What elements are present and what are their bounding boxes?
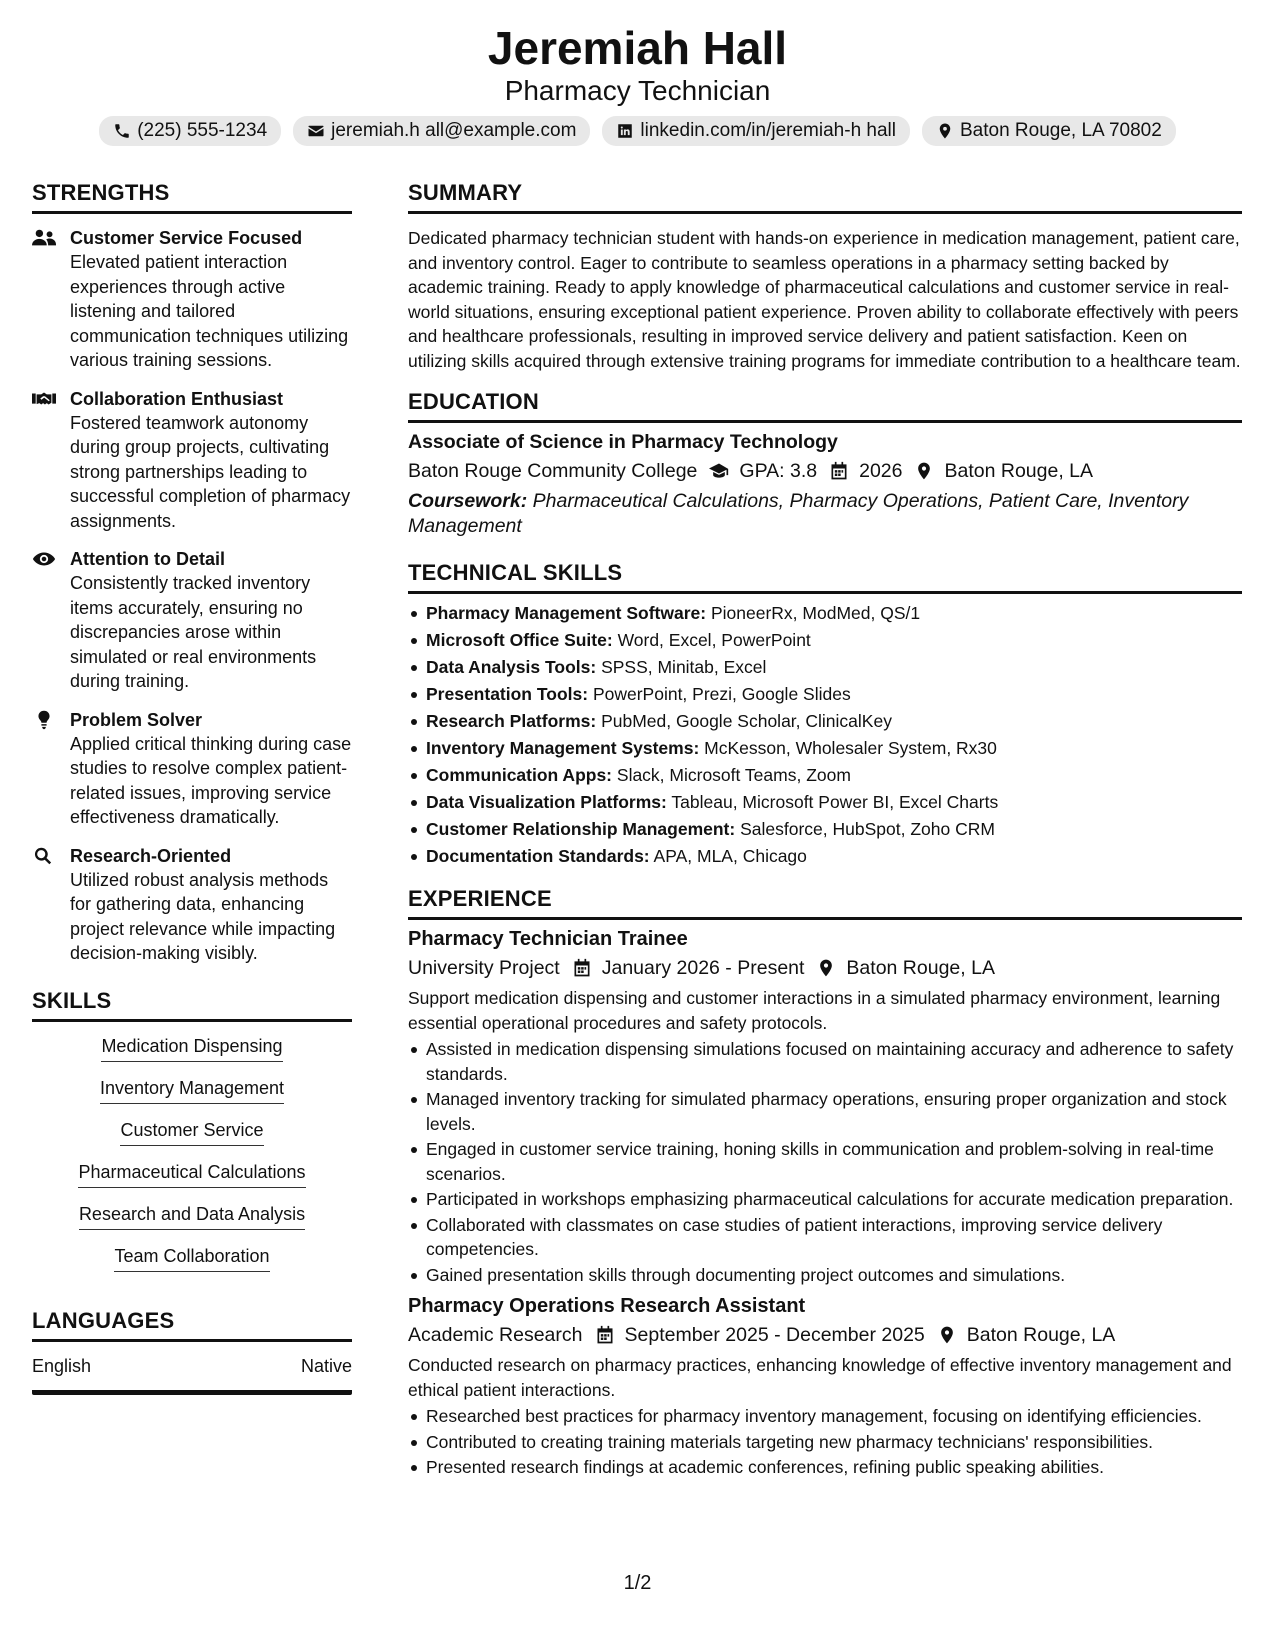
skill-tag: Team Collaboration [114, 1244, 269, 1272]
list-item: Presentation Tools: PowerPoint, Prezi, Google Slides [408, 681, 1242, 708]
resume-header [0, 22, 1275, 146]
strength-desc: Fostered teamwork autonomy during group projects, cultivating strong partnerships leading to successful completion of pharmacy assignments. [70, 412, 351, 531]
map-pin-icon [936, 122, 954, 140]
search-icon [32, 846, 56, 866]
page-number: 1/2 [623, 1572, 652, 1594]
skill-tag: Customer Service [120, 1118, 263, 1146]
calendar-icon [829, 461, 849, 481]
job-title: Pharmacy Operations Research Assistant [408, 1295, 806, 1317]
list-item: Managed inventory tracking for simulated pharmacy operations, ensuring proper organization and stock levels. [408, 1087, 1242, 1136]
phone-text: (225) 555-1234 [137, 120, 268, 141]
contact-bar [0, 116, 1275, 146]
map-pin-icon [914, 461, 934, 481]
job-dates: January 2026 - Present [601, 957, 805, 979]
strength-title: Attention to Detail [70, 549, 225, 569]
education-heading: EDUCATION [408, 389, 1242, 423]
list-item: Communication Apps: Slack, Microsoft Teams, Zoom [408, 762, 1242, 789]
skill-tag: Pharmaceutical Calculations [78, 1160, 305, 1188]
summary-heading: SUMMARY [408, 180, 1242, 214]
strength-item [32, 387, 352, 534]
job-bullets [408, 1404, 1242, 1480]
technical-skills-heading: TECHNICAL SKILLS [408, 560, 1242, 594]
eye-icon [32, 549, 56, 569]
strength-title: Problem Solver [70, 709, 203, 730]
strength-desc: Elevated patient interaction experiences through active listening and tailored communication techniques utilizing various training sessions. [70, 252, 349, 370]
candidate-name: Jeremiah Hall [487, 22, 788, 74]
school-location: Baton Rouge, LA [944, 460, 1094, 482]
linkedin-text: linkedin.com/in/jeremiah-h hall [640, 120, 896, 141]
skills-list [32, 1034, 352, 1272]
contact-email[interactable] [293, 116, 590, 146]
list-item: Collaborated with classmates on case studies of patient interactions, improving service delivery competencies. [408, 1213, 1242, 1262]
map-pin-icon [816, 958, 836, 978]
list-item: Participated in workshops emphasizing pharmaceutical calculations for accurate medication preparation. [408, 1187, 1242, 1212]
skill-tag: Medication Dispensing [101, 1034, 282, 1062]
strength-title: Collaboration Enthusiast [70, 388, 284, 409]
strength-item [32, 844, 352, 966]
strength-title: Customer Service Focused [70, 228, 303, 248]
coursework-text: Pharmaceutical Calculations, Pharmacy Operations, Patient Care, Inventory Management [408, 490, 1189, 537]
job-meta [408, 954, 1242, 982]
job-description: Support medication dispensing and customer interactions in a simulated pharmacy environment, learning essential operational procedures and safety protocols. [408, 988, 1221, 1033]
strength-item [32, 708, 352, 830]
graduation-year: 2026 [859, 460, 903, 482]
list-item: Gained presentation skills through documenting project outcomes and simulations. [408, 1263, 1242, 1288]
list-item: Engaged in customer service training, honing skills in communication and problem-solving in real-time scenarios. [408, 1137, 1242, 1186]
coursework-label: Coursework: [408, 490, 528, 512]
envelope-icon [307, 122, 325, 140]
calendar-icon [595, 1325, 615, 1345]
strength-desc: Consistently tracked inventory items accurately, ensuring no discrepancies arose within simulated or real environments during training. [70, 573, 317, 691]
right-column [408, 180, 1242, 1481]
strength-title: Research-Oriented [70, 845, 232, 866]
job-title: Pharmacy Technician Trainee [408, 928, 688, 950]
job-location: Baton Rouge, LA [966, 1324, 1116, 1346]
skill-tag: Research and Data Analysis [79, 1202, 305, 1230]
job-bullets [408, 1037, 1242, 1287]
list-item: Data Analysis Tools: SPSS, Minitab, Excel [408, 654, 1242, 681]
list-item: Inventory Management Systems: McKesson, Wholesaler System, Rx30 [408, 735, 1242, 762]
list-item: Pharmacy Management Software: PioneerRx, ModMed, QS/1 [408, 600, 1242, 627]
candidate-title: Pharmacy Technician [504, 75, 771, 106]
language-row [32, 1344, 352, 1395]
linkedin-icon [616, 122, 634, 140]
strength-item [32, 226, 352, 373]
list-item: Customer Relationship Management: Salesforce, HubSpot, Zoho CRM [408, 816, 1242, 843]
list-item: Microsoft Office Suite: Word, Excel, PowerPoint [408, 627, 1242, 654]
list-item: Contributed to creating training materials targeting new pharmacy technicians' responsibilities. [408, 1430, 1242, 1455]
language-level: Native [300, 1355, 352, 1376]
list-item: Presented research findings at academic conferences, refining public speaking abilities. [408, 1455, 1242, 1480]
contact-phone[interactable] [99, 116, 281, 146]
languages-heading: LANGUAGES [32, 1308, 352, 1342]
summary-text: Dedicated pharmacy technician student with hands-on experience in medication management, patient care, and inventory control. Eager to contribute to seamless operations in a pharmacy setting backed by academic training. Ready to apply knowledge of pharmaceutical calculations and customer service in real-world situations, ensuring exceptional patient experience. Proven ability to collaborate effectively with peers and healthcare professionals, resulting in improved service delivery and patient satisfaction. Keen on utilizing skills acquired through extensive training programs for immediate contribution to a healthcare team. [408, 228, 1241, 371]
lightbulb-icon [32, 710, 56, 730]
experience-entry [408, 926, 1242, 1287]
users-icon [32, 228, 56, 248]
job-org: Academic Research [408, 1324, 583, 1346]
left-column [32, 180, 352, 1395]
technical-skills-list [408, 600, 1242, 870]
location-text: Baton Rouge, LA 70802 [960, 120, 1162, 141]
email-text: jeremiah.h all@example.com [331, 120, 577, 141]
contact-linkedin[interactable] [602, 116, 910, 146]
job-org: University Project [408, 957, 560, 979]
strengths-heading: STRENGTHS [32, 180, 352, 214]
job-description: Conducted research on pharmacy practices, enhancing knowledge of effective inventory management and ethical patient interactions. [408, 1355, 1232, 1400]
skill-tag: Inventory Management [100, 1076, 284, 1104]
gpa-text: GPA: 3.8 [739, 460, 818, 482]
phone-icon [113, 122, 131, 140]
school-name: Baton Rouge Community College [408, 460, 698, 482]
degree-title: Associate of Science in Pharmacy Technology [408, 431, 838, 453]
list-item: Research Platforms: PubMed, Google Scholar, ClinicalKey [408, 708, 1242, 735]
strength-desc: Utilized robust analysis methods for gathering data, enhancing project relevance while impacting decision-making visibly. [70, 869, 336, 963]
list-item: Data Visualization Platforms: Tableau, Microsoft Power BI, Excel Charts [408, 789, 1242, 816]
graduation-cap-icon [709, 461, 729, 481]
list-item: Assisted in medication dispensing simulations focused on maintaining accuracy and adherence to safety standards. [408, 1037, 1242, 1086]
strength-desc: Applied critical thinking during case studies to resolve complex patient-related issues, improving service effectiveness dramatically. [70, 733, 352, 827]
experience-entry [408, 1293, 1242, 1480]
strength-item [32, 547, 352, 694]
map-pin-icon [937, 1325, 957, 1345]
contact-location [922, 116, 1176, 146]
coursework [408, 489, 1242, 538]
job-location: Baton Rouge, LA [846, 957, 995, 979]
job-dates: September 2025 - December 2025 [624, 1324, 925, 1346]
skills-heading: SKILLS [32, 988, 352, 1022]
education-meta [408, 457, 1242, 485]
list-item: Researched best practices for pharmacy inventory management, focusing on identifying efficiencies. [408, 1404, 1242, 1429]
calendar-icon [572, 958, 592, 978]
job-meta [408, 1321, 1242, 1349]
language-name: English [32, 1355, 92, 1376]
experience-heading: EXPERIENCE [408, 886, 1242, 920]
list-item: Documentation Standards: APA, MLA, Chicago [408, 843, 1242, 870]
handshake-icon [32, 389, 56, 409]
